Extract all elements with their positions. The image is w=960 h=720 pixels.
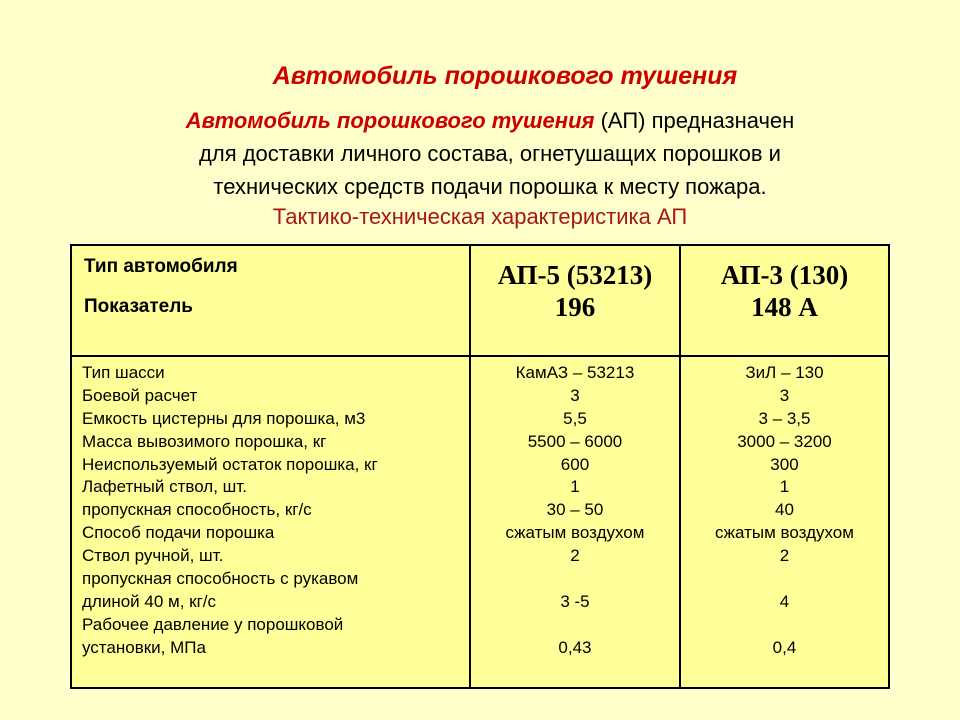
- specs-table: [70, 244, 890, 689]
- table-caption: Тактико-техническая характеристика АП: [272, 204, 688, 229]
- parameter-label: пропускная способность с рукавом: [82, 569, 359, 589]
- ap3-value: 3: [779, 385, 790, 405]
- model-ap3-sub: 148 А: [751, 292, 818, 322]
- parameter-label: Способ подачи порошка: [82, 523, 275, 543]
- intro-paragraph: [95, 104, 885, 203]
- ap3-value: 3 – 3,5: [758, 408, 811, 428]
- ap3-value: [681, 614, 888, 637]
- ap3-value: 2: [779, 546, 790, 566]
- parameter-label: Масса вывозимого порошка, кг: [82, 431, 327, 451]
- header-model-ap3: [680, 245, 889, 356]
- parameter-label: пропускная способность, кг/с: [82, 500, 312, 520]
- ap5-value: [471, 568, 679, 591]
- ap5-value: 1: [570, 477, 580, 497]
- ap3-value: сжатым воздухом: [714, 523, 854, 543]
- intro-line-2: для доставки личного состава, огнетушащих порошков и: [199, 141, 781, 166]
- intro-line-3: технических средств подачи порошка к месту пожара.: [213, 174, 767, 199]
- ap3-value: 40: [775, 500, 794, 520]
- ap5-value: 3: [570, 385, 580, 405]
- ap5-value: 30 – 50: [546, 500, 604, 520]
- parameter-label: Боевой расчет: [82, 385, 198, 405]
- ap5-value: 5,5: [563, 408, 587, 428]
- ap3-value: 300: [770, 454, 799, 474]
- header-row: [71, 245, 889, 356]
- ap5-value: 3 -5: [560, 591, 590, 611]
- parameter-label: Неиспользуемый остаток порошка, кг: [82, 454, 378, 474]
- parameter-label: Рабочее давление у порошковой: [82, 614, 344, 634]
- ap3-value: ЗиЛ – 130: [745, 363, 824, 382]
- parameter-labels-column: [71, 356, 470, 688]
- parameter-label: Тип шасси: [82, 363, 165, 382]
- intro-lead: Автомобиль порошкового тушения: [185, 108, 595, 133]
- header-labels-cell: [71, 245, 470, 356]
- parameter-label: Ствол ручной, шт.: [82, 546, 224, 566]
- ap5-value: 5500 – 6000: [527, 431, 623, 451]
- ap3-value: 4: [779, 591, 790, 611]
- ap5-value: 0,43: [558, 637, 592, 657]
- parameter-label: длиной 40 м, кг/с: [82, 591, 217, 611]
- ap5-value: [471, 614, 679, 637]
- ap3-values-column: [680, 356, 889, 688]
- type-label: Тип автомобиля: [84, 256, 238, 277]
- ap3-value: 1: [779, 477, 790, 497]
- intro-line-1: [95, 104, 885, 137]
- model-ap5-sub: 196: [554, 292, 596, 322]
- data-row: [71, 356, 889, 688]
- model-ap5-name: АП-5 (53213): [497, 260, 653, 290]
- parameter-label: установки, МПа: [82, 637, 206, 657]
- header-model-ap5: [470, 245, 680, 356]
- parameter-label: Лафетный ствол, шт.: [82, 477, 247, 497]
- page-title: Автомобиль порошкового тушения: [272, 62, 738, 90]
- ap5-value: сжатым воздухом: [505, 523, 645, 543]
- ap5-value: 600: [560, 454, 590, 474]
- ap3-value: [681, 568, 888, 591]
- ap3-value: 0,4: [772, 637, 797, 657]
- intro-line-1-rest: (АП) предназначен: [594, 108, 795, 133]
- model-ap3-name: АП-3 (130): [720, 260, 849, 290]
- ap3-value: 3000 – 3200: [737, 431, 832, 451]
- ap5-values-column: [470, 356, 680, 688]
- parameter-label: Емкость цистерны для порошка, м3: [82, 408, 366, 428]
- ap5-value: 2: [570, 546, 580, 566]
- ap5-value: КамАЗ – 53213: [515, 363, 635, 382]
- indicator-label: Показатель: [84, 296, 193, 317]
